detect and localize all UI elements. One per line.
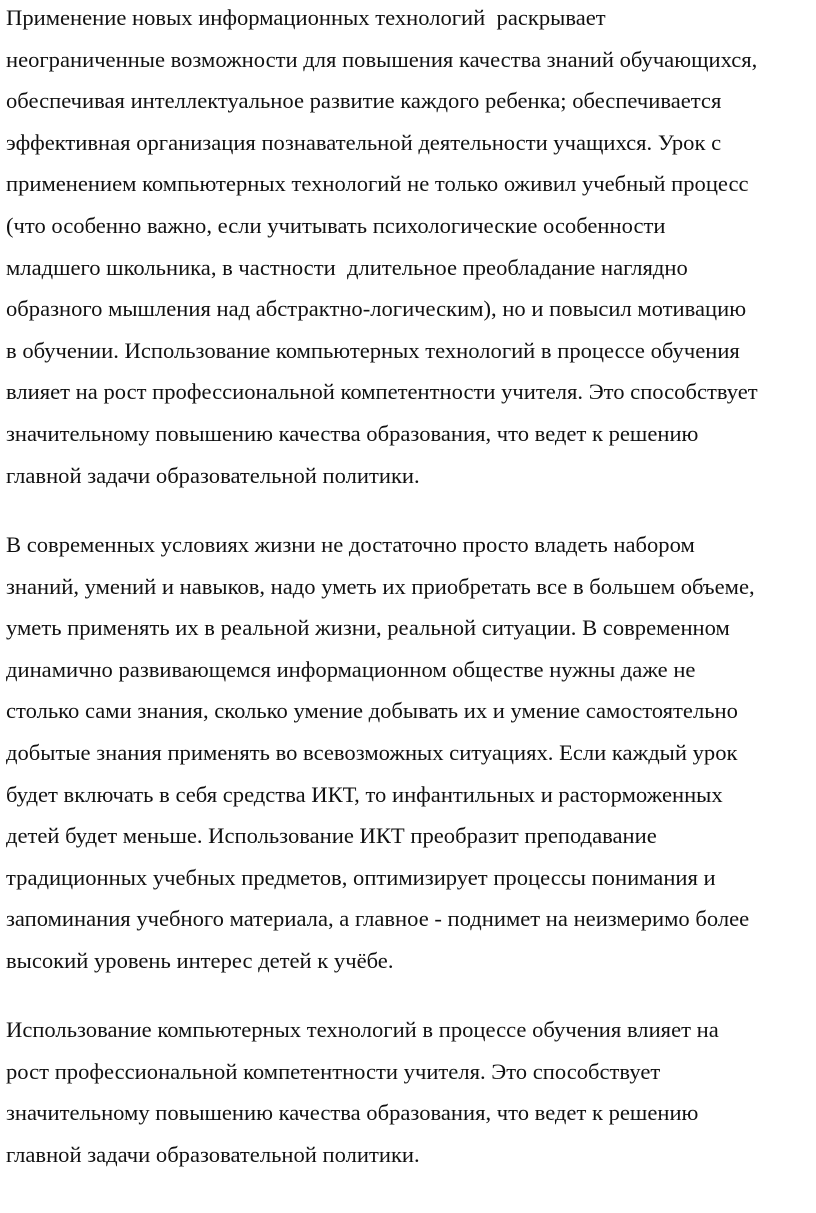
paragraph-line: детей будет меньше. Использование ИКТ преобразит преподавание: [6, 823, 657, 849]
paragraph-line: значительному повышению качества образования, что ведет к решению: [6, 1100, 699, 1126]
paragraph-line: рост профессиональной компетентности учителя. Это способствует: [6, 1058, 661, 1084]
paragraph-1: [6, 0, 758, 496]
paragraph-line: В современных условиях жизни не достаточно просто владеть набором: [6, 532, 695, 557]
paragraph-line: запоминания учебного материала, а главное - поднимет на неизмеримо более: [6, 906, 750, 932]
paragraph-line: неограниченные возможности для повышения качества знаний обучающихся,: [6, 46, 758, 72]
paragraph-line: эффективная организация познавательной деятельности учащихся. Урок с: [6, 129, 722, 155]
paragraph-line: динамично развивающемся информационном обществе нужны даже не: [6, 656, 696, 682]
paragraph-line: младшего школьника, в частности длительное преобладание наглядно: [6, 254, 688, 280]
paragraph-line: Использование компьютерных технологий в процессе обучения влияет на: [6, 1017, 719, 1042]
paragraph-3: [6, 1009, 719, 1175]
paragraph-line: знаний, умений и навыков, надо уметь их приобретать все в большем объеме,: [6, 573, 755, 599]
paragraph-line: главной задачи образовательной политики.: [6, 462, 420, 488]
paragraph-line: столько сами знания, сколько умение добывать их и умение самостоятельно: [6, 698, 738, 724]
paragraph-line: значительному повышению качества образования, что ведет к решению: [6, 420, 699, 446]
paragraph-line: влияет на рост профессиональной компетентности учителя. Это способствует: [6, 379, 758, 405]
paragraph-line: добытые знания применять во всевозможных ситуациях. Если каждый урок: [6, 739, 738, 765]
paragraph-line: высокий уровень интерес детей к учёбе.: [6, 947, 394, 973]
paragraph-line: (что особенно важно, если учитывать психологические особенности: [6, 212, 666, 238]
paragraph-line: традиционных учебных предметов, оптимизирует процессы понимания и: [6, 864, 716, 890]
paragraph-line: уметь применять их в реальной жизни, реальной ситуации. В современном: [6, 615, 730, 641]
paragraph-line: применением компьютерных технологий не только оживил учебный процесс: [6, 171, 749, 197]
paragraph-line: обеспечивая интеллектуальное развитие каждого ребенка; обеспечивается: [6, 88, 722, 114]
paragraph-2: [6, 524, 755, 982]
paragraph-line: Применение новых информационных технологий раскрывает: [6, 5, 606, 30]
paragraph-line: образного мышления над абстрактно-логическим), но и повысил мотивацию: [6, 296, 747, 322]
paragraph-line: будет включать в себя средства ИКТ, то инфантильных и расторможенных: [6, 781, 723, 807]
paragraph-line: главной задачи образовательной политики.: [6, 1141, 420, 1167]
paragraph-line: в обучении. Использование компьютерных технологий в процессе обучения: [6, 337, 740, 363]
